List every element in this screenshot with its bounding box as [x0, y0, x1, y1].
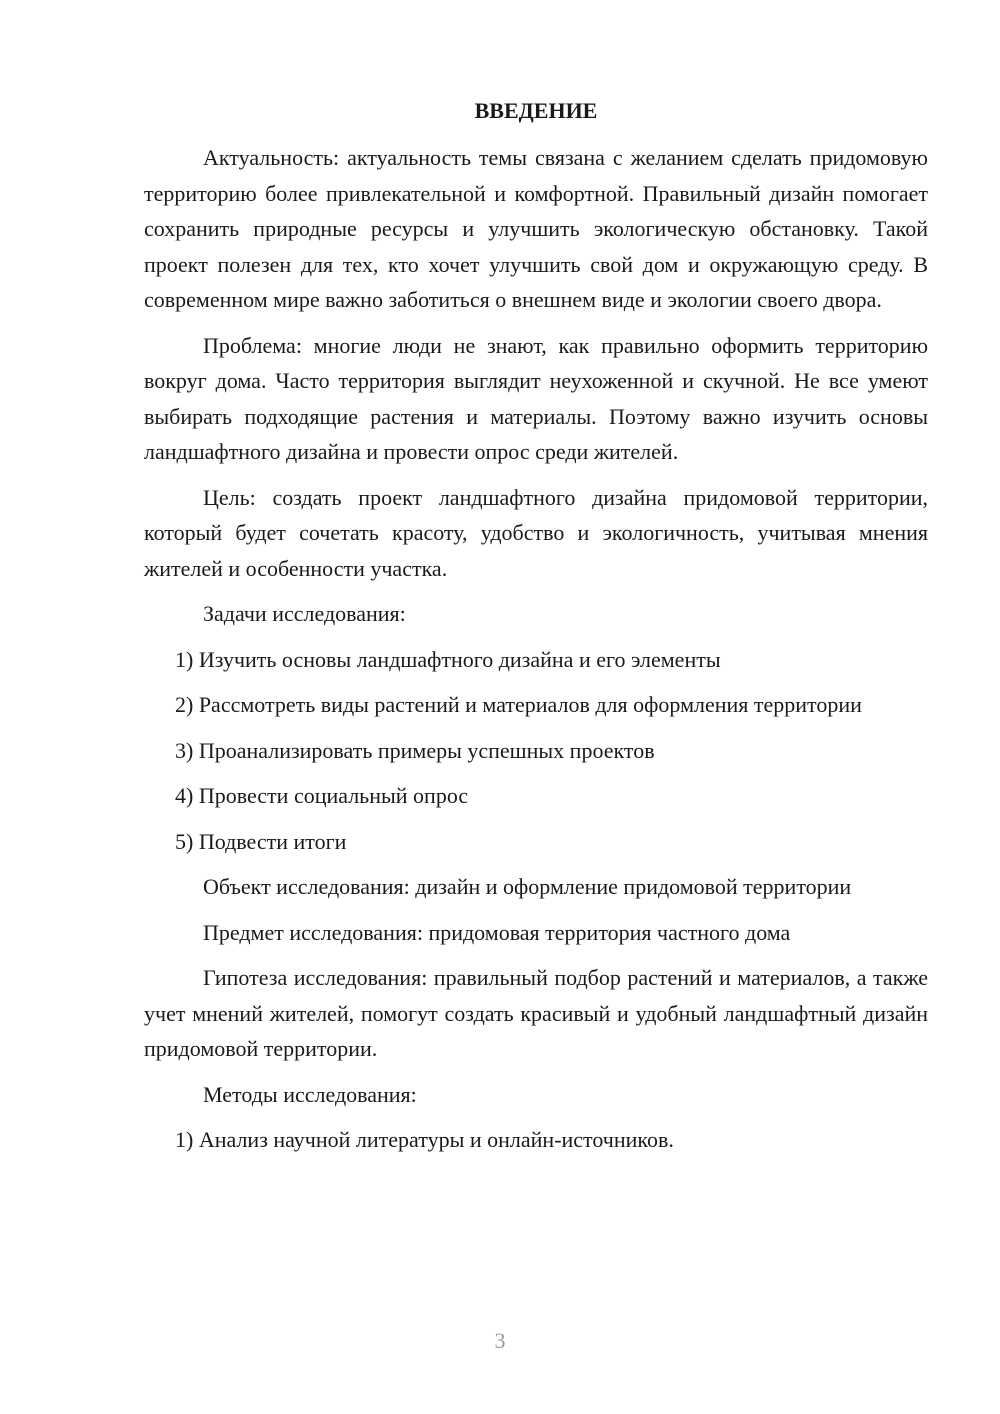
hypothesis-paragraph: Гипотеза исследования: правильный подбор растений и материалов, а также учет мнений жителей, помогут создать красивый и удобный ландшафтный дизайн придомовой территории. [144, 965, 928, 1061]
page-content [144, 96, 928, 1168]
task-item-5: 5) Подвести итоги [175, 828, 347, 854]
page-number: 3 [494, 1328, 506, 1353]
tasks-heading: Задачи исследования: [203, 601, 406, 626]
methods-heading: Методы исследования: [203, 1081, 417, 1107]
object-paragraph: Объект исследования: дизайн и оформление придомовой территории [203, 874, 852, 899]
method-item-1: 1) Анализ научной литературы и онлайн-источников. [175, 1127, 674, 1152]
task-item-1: 1) Изучить основы ландшафтного дизайна и его элементы [175, 646, 721, 672]
problem-paragraph: Проблема: многие люди не знают, как правильно оформить территорию вокруг дома. Часто территория выглядит неухоженной и скучной. Не все умеют выбирать подходящие растения и материалы. Поэтому важно изучить основы ландшафтного дизайна и провести опрос среди жителей. [144, 332, 928, 464]
task-item-3: 3) Проанализировать примеры успешных проектов [175, 737, 655, 763]
section-heading: ВВЕДЕНИЕ [474, 98, 598, 123]
goal-paragraph: Цель: создать проект ландшафтного дизайна придомовой территории, который будет сочетать красоту, удобство и экологичность, учитывая мнения жителей и особенности участка. [144, 484, 928, 581]
task-item-2: 2) Рассмотреть виды растений и материалов для оформления территории [175, 692, 862, 717]
actuality-paragraph: Актуальность: актуальность темы связана с желанием сделать придомовую территорию более привлекательной и комфортной. Правильный дизайн помогает сохранить природные ресурсы и улучшить экологическую обстановку. Такой проект полезен для тех, кто хочет улучшить свой дом и окружающую среду. В современном мире важно заботиться о внешнем виде и экологии своего двора. [144, 145, 928, 312]
task-item-4: 4) Провести социальный опрос [175, 783, 469, 808]
subject-paragraph: Предмет исследования: придомовая территория частного дома [203, 919, 791, 945]
